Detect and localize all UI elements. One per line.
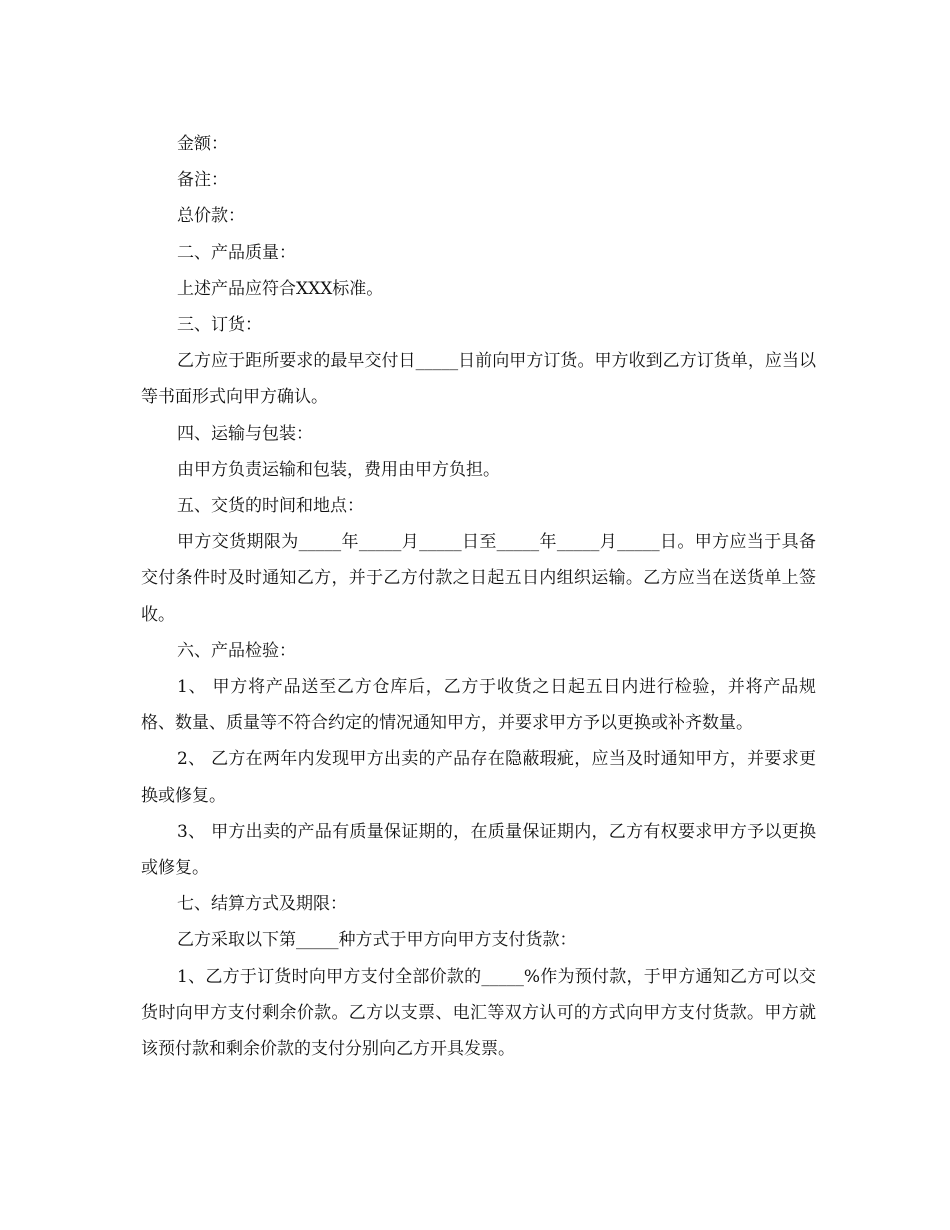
section-heading-quality: 二、产品质量： (177, 242, 296, 263)
paragraph-inspection-2: 2、 乙方在两年内发现甲方出卖的产品存在隐蔽瑕疵，应当及时通知甲方，并要求更换或修复。 (141, 749, 816, 806)
paragraph-ordering: 乙方应于距所要求的最早交付日_____日前向甲方订货。甲方收到乙方订货单，应当以 等书面形式向甲方确认。 (141, 351, 816, 408)
paragraph-inspection-1: 1、 甲方将产品送至乙方仓库后，乙方于收货之日起五日内进行检验，并将产品规格、数量、质量等不符合约定的情况通知甲方，并要求甲方予以更换或补齐数量。 (141, 677, 816, 734)
contract-body (141, 126, 816, 1067)
paragraph-amount: 金额： (177, 134, 228, 154)
section-heading-settlement: 七、结算方式及期限： (177, 894, 347, 915)
section-heading-inspection: 六、产品检验： (177, 640, 296, 661)
paragraph-remarks: 备注： (177, 170, 228, 191)
paragraph-settlement-1: 1、乙方于订货时向甲方支付全部价款的_____%作为预付款，于甲方通知乙方可以交货时向甲方支付剩余价款。乙方以支票、电汇等双方认可的方式向甲方支付货款。甲方就该预付款和剩余价款的支付分别向乙方开具发票。 (141, 966, 816, 1060)
paragraph-inspection-3: 3、 甲方出卖的产品有质量保证期的，在质量保证期内，乙方有权要求甲方予以更换或修复。 (141, 821, 816, 879)
section-heading-transport: 四、运输与包装： (177, 423, 313, 444)
paragraph-quality-standard: 上述产品应符合XXX标准。 (177, 278, 384, 299)
section-heading-ordering: 三、订货： (177, 315, 262, 336)
section-heading-delivery: 五、交货的时间和地点： (177, 496, 364, 517)
paragraph-settlement-method: 乙方采取以下第_____种方式于甲方向甲方支付货款： (177, 930, 577, 951)
paragraph-transport: 由甲方负责运输和包装，费用由甲方负担。 (177, 459, 500, 480)
paragraph-delivery: 甲方交货期限为_____年_____月_____日至_____年_____月_____日。甲方应当于具备交付条件时及时通知乙方，并于乙方付款之日起五日内组织运输。乙方应当在送货单上签收。 (141, 532, 816, 625)
paragraph-total-price: 总价款： (177, 206, 245, 227)
